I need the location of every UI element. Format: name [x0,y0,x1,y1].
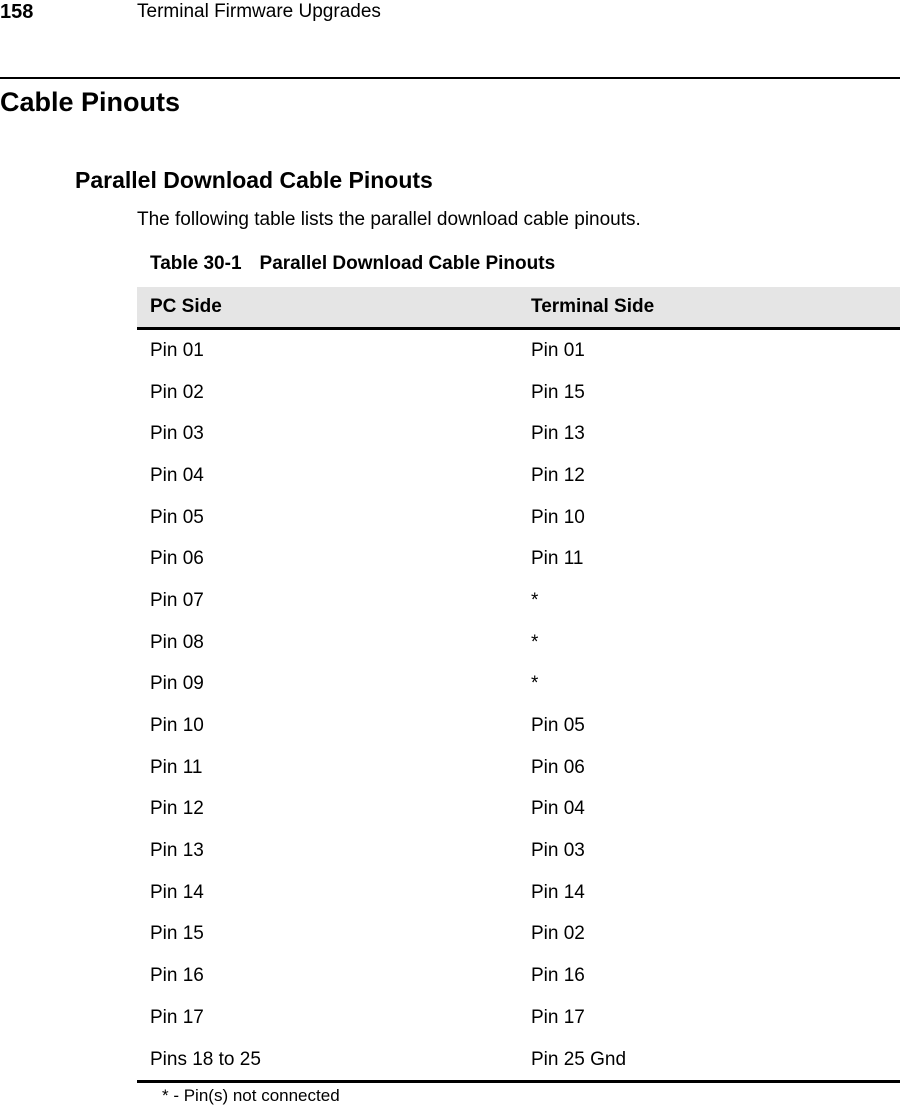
terminal-side-cell: * [531,631,539,653]
terminal-side-cell: * [531,589,539,611]
table-caption [150,252,555,276]
table-row [137,497,900,539]
pc-side-cell: Pin 13 [150,840,204,862]
terminal-side-cell: Pin 25 Gnd [518,1039,900,1082]
pc-side-cell: Pin 03 [150,423,204,445]
terminal-side-cell: Pin 13 [531,423,585,445]
terminal-side-cell: Pin 15 [531,381,585,403]
column-header-pc-side: PC Side [137,287,518,329]
pc-side-cell: Pin 01 [150,339,204,361]
table-row [137,372,900,414]
pc-side-cell: Pin 10 [150,715,204,737]
terminal-side-cell: Pin 12 [531,464,585,486]
terminal-side-cell: * [531,673,539,695]
terminal-side-cell: Pin 16 [531,965,585,987]
pc-side-cell: Pin 12 [150,798,204,820]
terminal-side-cell: Pin 01 [531,339,585,361]
table-row [137,538,900,580]
table-row [137,705,900,747]
table-header-row [137,287,900,329]
pinout-table [137,287,900,1083]
pc-side-cell: Pin 15 [150,923,204,945]
table-row [137,413,900,455]
pc-side-cell: Pin 06 [150,548,204,570]
pc-side-cell: Pin 14 [150,881,204,903]
table-row [137,830,900,872]
table-body [137,329,900,1082]
pc-side-cell: Pin 02 [150,381,204,403]
terminal-side-cell: Pin 03 [531,840,585,862]
header-rule [0,77,900,79]
chapter-heading: Cable Pinouts [0,87,181,117]
pc-side-cell: Pin 04 [150,464,204,486]
page-number: 158 [0,1,34,23]
table-row [137,872,900,914]
column-header-terminal-side: Terminal Side [518,287,900,329]
pc-side-cell: Pin 05 [150,506,204,528]
running-title: Terminal Firmware Upgrades [137,1,381,22]
pc-side-cell: Pin 16 [150,965,204,987]
table-row [137,580,900,622]
pc-side-cell: Pin 07 [150,589,204,611]
pc-side-cell: Pin 11 [150,756,203,778]
table-row [137,747,900,789]
terminal-side-cell: Pin 11 [531,548,584,570]
table-caption-title: Parallel Download Cable Pinouts [259,253,556,274]
intro-paragraph: The following table lists the parallel download cable pinouts. [137,209,641,230]
terminal-side-cell: Pin 02 [531,923,585,945]
table-row [137,997,900,1039]
terminal-side-cell: Pin 05 [531,715,585,737]
table-row [137,1039,900,1082]
table-row [137,622,900,664]
table-footnote: * - Pin(s) not connected [162,1086,340,1105]
terminal-side-cell: Pin 17 [531,1006,585,1028]
terminal-side-cell: Pin 10 [531,506,585,528]
pc-side-cell: Pin 17 [150,1006,204,1028]
terminal-side-cell: Pin 14 [531,881,585,903]
table-row [137,914,900,956]
table-row [137,455,900,497]
pc-side-cell: Pin 09 [150,673,204,695]
pc-side-cell: Pins 18 to 25 [137,1039,518,1082]
pc-side-cell: Pin 08 [150,631,204,653]
section-heading: Parallel Download Cable Pinouts [75,167,433,193]
table-row [137,789,900,831]
terminal-side-cell: Pin 06 [531,756,585,778]
table-row [137,329,900,372]
terminal-side-cell: Pin 04 [531,798,585,820]
table-row [137,955,900,997]
table-row [137,664,900,706]
table-caption-number: Table 30-1 [150,253,242,274]
